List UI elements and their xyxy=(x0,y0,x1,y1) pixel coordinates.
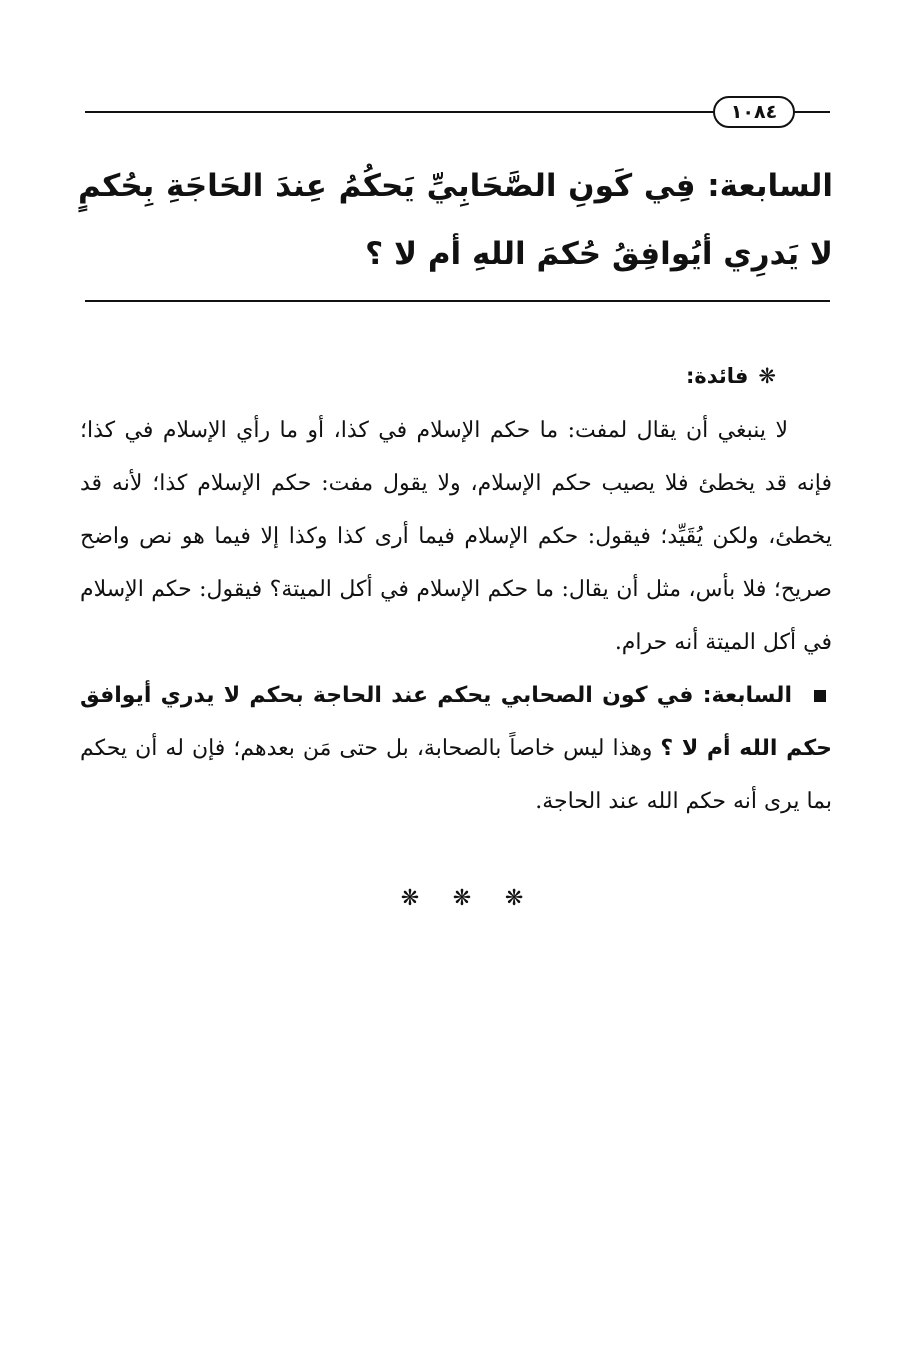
note-paragraph-text: لا ينبغي أن يقال لمفت: ما حكم الإسلام في كذا، أو ما رأي الإسلام في كذا؛ فإنه قد يخطئ فلا يصيب حكم الإسلام، ولا يقول مفت: حكم الإسلام كذا؛ لأنه قد يخطئ، ولكن يُقَيِّد؛ فيقول: حكم الإسلام فيما أرى كذا وكذا إلا فيما هو نص واضح صريح؛ فلا بأس، مثل أن يقال: ما حكم الإسلام في أكل الميتة؟ فيقول: حكم الإسلام في أكل الميتة أنه حرام. xyxy=(80,418,832,655)
point-paragraph xyxy=(80,669,832,828)
page-number: ١٠٨٤ xyxy=(713,96,795,128)
asterism-icon: ❋ xyxy=(758,364,776,388)
note-heading-label: فائدة: xyxy=(685,364,749,388)
point-lead: السابعة: في كون الصحابي يحكم عند الحاجة بحكم لا يدري أيوافق حكم الله أم لا ؟ xyxy=(80,683,832,761)
section-separator: ❋ ❋ ❋ xyxy=(400,886,524,911)
note-paragraph xyxy=(80,404,832,669)
section-title: السابعة: فِي كَونِ الصَّحَابِيِّ يَحكُمُ عِندَ الحَاجَةِ بِحُكمٍ لا يَدرِي أيُوافِقُ حُكمَ اللهِ أم لا ؟ xyxy=(78,168,833,272)
note-heading xyxy=(686,358,776,394)
square-bullet-icon xyxy=(814,690,826,702)
point-text: وهذا ليس خاصاً بالصحابة، بل حتى مَن بعدهم؛ فإن له أن يحكم بما يرى أنه حكم الله عند الحاجة. xyxy=(80,736,832,814)
title-divider xyxy=(85,300,830,302)
